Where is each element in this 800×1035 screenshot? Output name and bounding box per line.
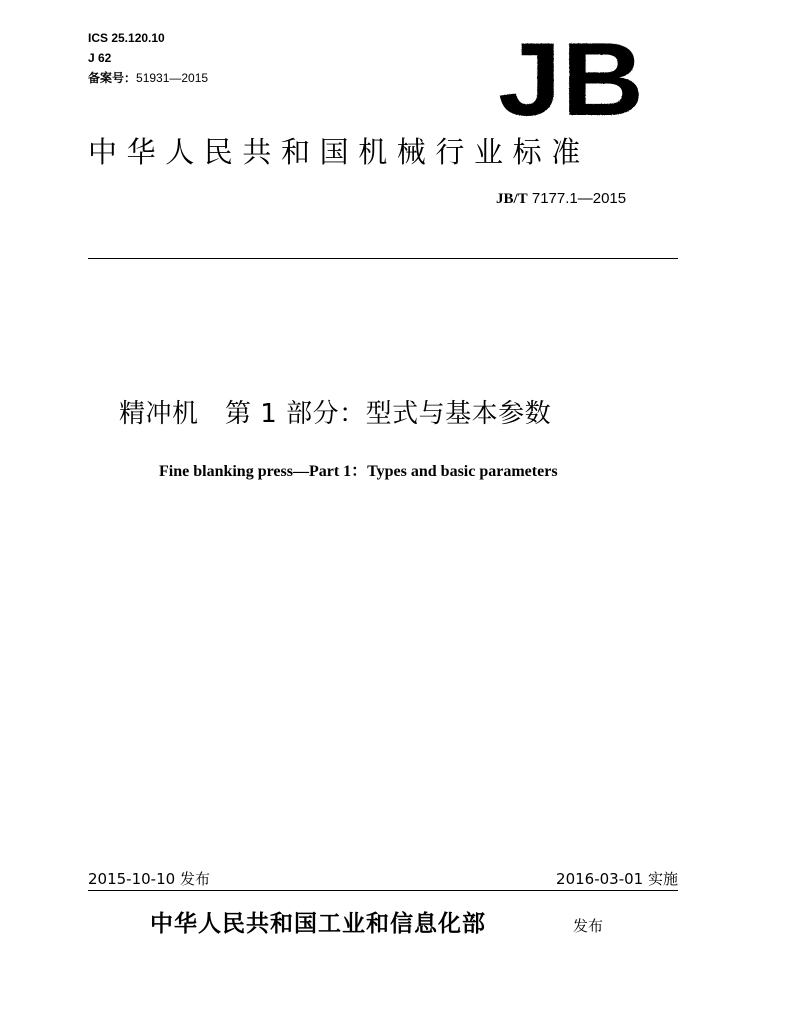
document-title-zh: 精冲机 第 1 部分：型式与基本参数	[119, 399, 552, 429]
bottom-divider	[88, 890, 678, 891]
standard-number	[496, 190, 626, 208]
org-title: 中华人民共和国机械行业标准	[88, 135, 590, 169]
classification-code: J 62	[88, 51, 112, 65]
issuer-suffix: 发布	[573, 917, 604, 935]
ics-code: ICS 25.120.10	[88, 31, 165, 45]
document-title-en: Fine blanking press—Part 1：Types and basic parameters	[159, 463, 558, 480]
jb-logo	[496, 37, 646, 119]
implementation-date: 2016-03-01 实施	[556, 870, 678, 888]
issuing-authority: 中华人民共和国工业和信息化部	[150, 911, 486, 937]
logo-text: JB	[498, 37, 644, 119]
record-label: 备案号：	[88, 71, 137, 85]
record-value: 51931—2015	[136, 71, 209, 85]
record-number	[88, 71, 208, 85]
jb-logo-graphic	[496, 37, 646, 119]
top-divider	[88, 258, 678, 259]
issue-date: 2015-10-10 发布	[88, 870, 210, 888]
standard-code: 7177.1—2015	[527, 190, 627, 207]
standard-prefix: JB/T	[496, 191, 528, 207]
